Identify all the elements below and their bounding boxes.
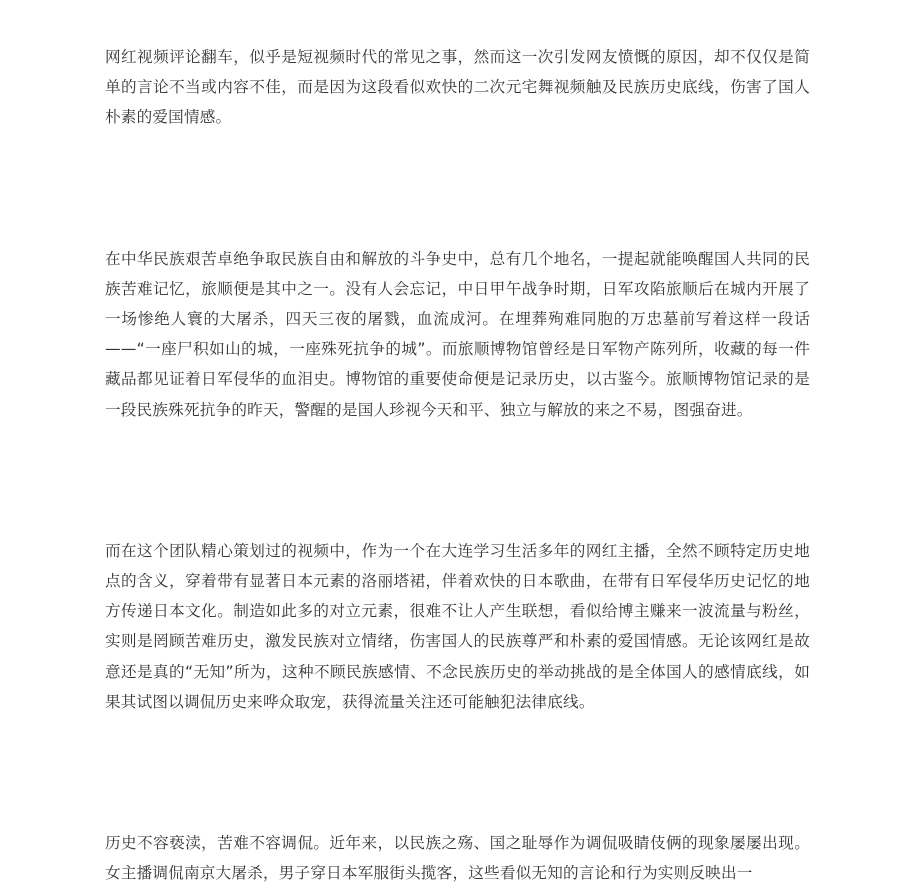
paragraph-3: 而在这个团队精心策划过的视频中，作为一个在大连学习生活多年的网红主播，全然不顾特定历史地点的含义，穿着带有显著日本元素的洛丽塔裙，伴着欢快的日本歌曲，在带有日军侵华历史记忆的地方传递日本文化。制造如此多的对立元素，很难不让人产生联想，看似给博主赚来一波流量与粉丝，实则是罔顾苦难历史，激发民族对立情绪，伤害国人的民族尊严和朴素的爱国情感。无论该网红是故意还是真的“无知”所为，这种不顾民族感情、不念民族历史的举动挑战的是全体国人的感情底线，如果其试图以调侃历史来哗众取宠，获得流量关注还可能触犯法律底线。 [105, 541, 810, 711]
paragraph-1: 网红视频评论翻车，似乎是短视频时代的常见之事，然而这一次引发网友愤慨的原因，却不仅仅是简单的言论不当或内容不佳，而是因为这段看似欢快的二次元宅舞视频触及民族历史底线，伤害了国人朴素的爱国情感。 [105, 48, 810, 127]
paragraph-4: 历史不容亵渎，苦难不容调侃。近年来，以民族之殇、国之耻辱作为调侃吸睛伎俩的现象屡屡出现。女主播调侃南京大屠杀，男子穿日本军服街头揽客，这些看似无知的言论和行为实则反映出一 [105, 834, 810, 883]
article-body [105, 42, 810, 888]
paragraph-2: 在中华民族艰苦卓绝争取民族自由和解放的斗争史中，总有几个地名，一提起就能唤醒国人共同的民族苦难记忆，旅顺便是其中之一。没有人会忘记，中日甲午战争时期，日军攻陷旅顺后在城内开展了一场惨绝人寰的大屠杀，四天三夜的屠戮，血流成河。在埋葬殉难同胞的万忠墓前写着这样一段话——“一座尸积如山的城，一座殊死抗争的城”。而旅顺博物馆曾经是日军物产陈列所，收藏的每一件藏品都见证着日军侵华的血泪史。博物馆的重要使命便是记录历史，以古鉴今。旅顺博物馆记录的是一段民族殊死抗争的昨天，警醒的是国人珍视今天和平、独立与解放的来之不易，图强奋进。 [105, 249, 810, 419]
